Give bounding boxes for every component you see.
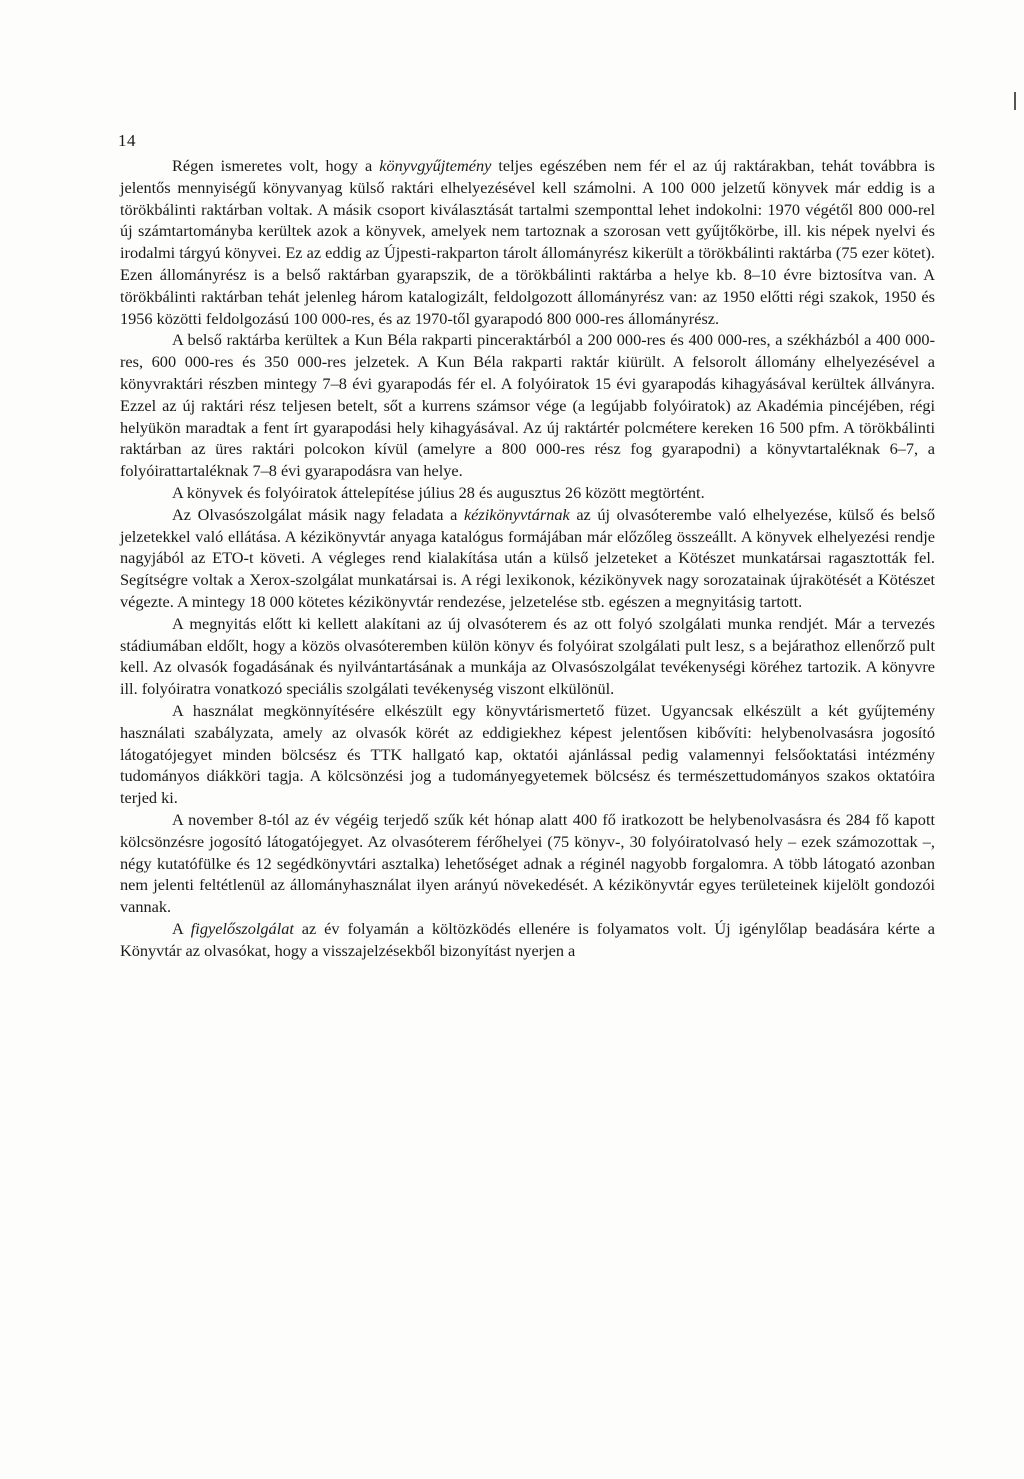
emphasized-term: könyvgyűjtemény <box>379 156 492 175</box>
text-run: Régen ismeretes volt, hogy a <box>172 156 380 175</box>
text-run: A megnyitás előtt ki kellett alakítani az új olvasóterem és az ott folyó szolgálati munka rendjét. Már a tervezés stádiumában eldőlt, hogy a közös olvasóteremben külön könyv és folyóirat szolgálati pult lesz, s a bejárathoz ellenőrző pult kell. Az olvasók fogadásának és nyilvántartásának a munkája az Olvasószolgálat tevékenységi köréhez tartozik. A könyvre ill. folyóiratra vonatkozó speciális szolgálati tevékenység viszont elkülönül. <box>120 613 935 699</box>
body-text <box>120 155 935 961</box>
paragraph <box>120 329 935 482</box>
text-run: A használat megkönnyítésére elkészült egy könyvtárismertető füzet. Ugyancsak elkészült a két gyűjtemény használati szabályzata, amely az olvasók körét az eddigiekhez képest jelentősen kibővíti: helybenolvasásra jogosító látogatójegyet minden bölcsész és TTK hallgató kap, oktatói ajánlással pedig valamennyi felsőoktatási intézmény tudományos diákköri tagja. A kölcsönzési jog a tudományegyetemek bölcsész és természettudományos szakos oktatóira terjed ki. <box>120 700 935 808</box>
text-run: A november 8-tól az év végéig terjedő szűk két hónap alatt 400 fő iratkozott be helybenolvasásra és 284 fő kapott kölcsönzésre jogosító látogatójegyet. Az olvasóterem férőhelyei (75 könyv-, 30 folyóiratolvasó hely – ezek számozottak –, négy kutatófülke és 12 segédkönyvtári asztalka) lehetőséget adnak a réginél nagyobb forgalomra. A több látogató azonban nem jelenti feltétlenül az állományhasználat ilyen arányú növekedését. A kézikönyvtár egyes területeinek kijelölt gondozói vannak. <box>120 809 935 917</box>
paragraph <box>120 918 935 962</box>
text-run: A belső raktárba kerültek a Kun Béla rakparti pinceraktárból a 200 000-res és 400 000-res, a székházból a 400 000-res, 600 000-res és 350 000-res jelzetek. A Kun Béla rakparti raktár kiürült. A felsorolt állomány elhelyezésével a könyvraktári részben mintegy 7–8 évi gyarapodás fér el. A folyóiratok 15 évi gyarapodás kihagyásával kerültek állványra. Ezzel az új raktári rész teljesen betelt, sőt a kurrens számsor vége (a legújabb folyóiratok) az Akadémia pincéjében, régi helyükön maradtak a fent írt gyarapodási hely kihagyásával. Az új raktártér polcmétere kereken 16 500 pfm. A törökbálinti raktárban az üres raktári polcokon kívül (amelyre a 800 000-res rész fog gyarapodni) a könyvtartaléknak 6–7, a folyóirattartaléknak 7–8 évi gyarapodásra van helye. <box>120 330 935 481</box>
paragraph <box>120 482 935 504</box>
page-number: 14 <box>118 131 136 150</box>
text-run: A <box>172 918 191 938</box>
paragraph <box>120 504 935 613</box>
paragraph <box>120 613 935 700</box>
scan-edge-mark <box>1014 92 1016 110</box>
text-run: teljes egészében nem fér el az új raktárakban, tehát továbbra is jelentős mennyiségű könyvanyag külső raktári elhelyezésével kell számolni. A 100 000 jelzetű könyvek már eddig is a törökbálinti raktárban voltak. A másik csoport kiválasztását tartalmi szemponttal lehet indokolni: 1970 végétől 800 000-rel új számtartományba kerültek azok a könyvek, amelyek nem tartoznak a szorosan vett gyűjtőkörbe, ill. kis népek nyelvi és irodalmi tárgyú könyvei. Ez az eddig az Újpesti-rakparton tárolt állományrész kikerült a törökbálinti raktárba (75 ezer kötet). Ezen állományrész is a belső raktárban gyarapszik, de a törökbálinti raktárba a helye kb. 8–10 évre biztosítva van. A törökbálinti raktárban tehát jelenleg három katalogizált, feldolgozott állományrész van: az 1950 előtti régi szakok, 1950 és 1956 közötti feldolgozású 100 000-res, és az 1970-től gyarapodó 800 000-res állományrész. <box>120 156 935 328</box>
text-run: Az Olvasószolgálat másik nagy feladata a <box>172 504 464 524</box>
text-run: az év folyamán a költözködés ellenére is folyamatos volt. Új igénylőlap beadására kérte a Könyvtár az olvasókat, hogy a visszajelzésekből bizonyítást nyerjen a <box>120 918 935 960</box>
paragraph <box>120 155 935 329</box>
text-run: A könyvek és folyóiratok áttelepítése július 28 és augusztus 26 között megtörtént. <box>172 482 705 502</box>
paragraph <box>120 809 935 918</box>
text-run: az új olvasóterembe való elhelyezése, külső és belső jelzetekkel való ellátása. A kézikönyvtár anyaga katalógus formájában már előzőleg összeállt. A könyvek elhelyezési rendje nagyjából az ETO-t követi. A végleges rend kialakítása után a külső jelzeteket a Kötészet munkatársai ragasztották fel. Segítségre voltak a Xerox-szolgálat munkatársai is. A régi lexikonok, kézikönyvek nagy sorozatainak újrakötését a Kötészet végezte. A mintegy 18 000 kötetes kézikönyvtár rendezése, jelzetelése stb. egészen a megnyitásig tartott. <box>120 504 936 611</box>
emphasized-term: figyelőszolgálat <box>190 918 294 938</box>
emphasized-term: kézikönyvtárnak <box>463 504 570 524</box>
paragraph <box>120 700 935 809</box>
